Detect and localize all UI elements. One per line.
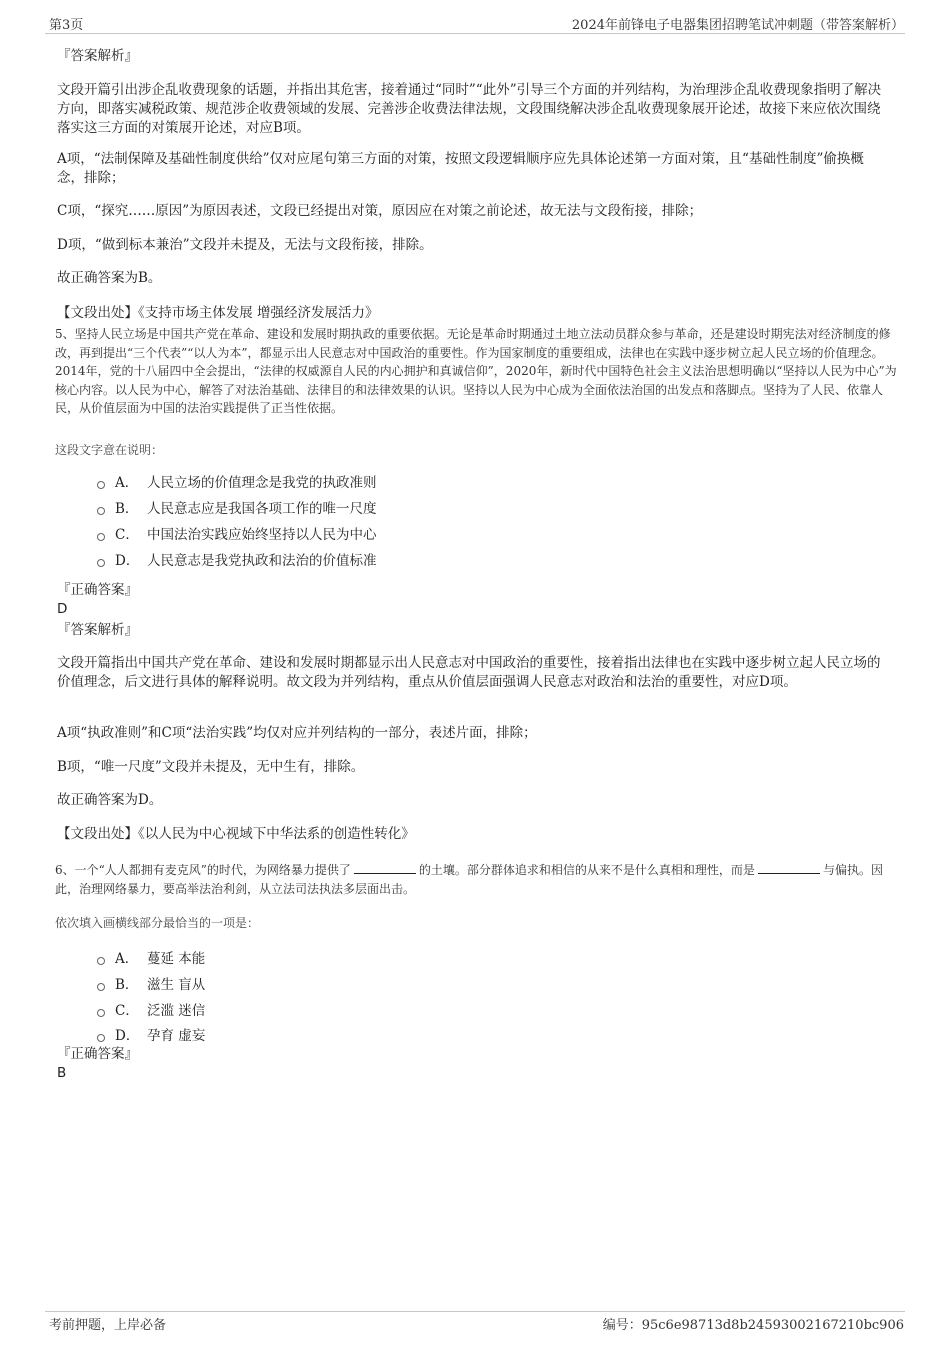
document-title: 2024年前锋电子电器集团招聘笔试冲刺题（带答案解析）: [571, 18, 904, 33]
question-stem: [55, 861, 897, 898]
analysis-label: 『答案解析』: [57, 622, 138, 638]
radio-button[interactable]: [97, 533, 105, 541]
analysis-conclusion: 故正确答案为D。: [57, 792, 163, 808]
answer-label: 『正确答案』: [57, 582, 138, 598]
option-text: 人民意志是我党执政和法治的价值标准: [147, 553, 377, 569]
analysis-conclusion: 故正确答案为B。: [57, 270, 162, 286]
option-b[interactable]: [97, 500, 377, 518]
analysis-paragraph: 文段开篇指出中国共产党在革命、建设和发展时期都显示出人民意志对中国政治的重要性，接着指出法律也在实践中逐步树立起人民立场的价值理念，后文进行具体的解释说明。故文段为并列结构，重点从价值层面强调人民意志对政治和法治的重要性，对应D项。: [57, 655, 881, 690]
option-text: 中国法治实践应始终坚持以人民为中心: [147, 527, 377, 543]
option-b[interactable]: [97, 976, 205, 994]
option-a[interactable]: [97, 950, 205, 968]
passage-source: 【文段出处】《支持市场主体发展 增强经济发展活力》: [57, 305, 379, 321]
radio-button[interactable]: [97, 1034, 105, 1042]
footer-slogan: 考前押题，上岸必备: [49, 1318, 167, 1333]
option-c[interactable]: [97, 526, 377, 544]
option-letter: A．: [115, 951, 139, 967]
question-prompt: 依次填入画横线部分最恰当的一项是：: [55, 916, 260, 930]
passage-source: 【文段出处】《以人民为中心视域下中华法系的创造性转化》: [57, 826, 415, 842]
option-letter: C．: [115, 1003, 139, 1019]
radio-button[interactable]: [97, 1009, 105, 1017]
page-number: 第3页: [49, 18, 84, 33]
question-prompt: 这段文字意在说明：: [55, 443, 164, 457]
radio-button[interactable]: [97, 957, 105, 965]
option-letter: C．: [115, 527, 139, 543]
radio-button[interactable]: [97, 983, 105, 991]
correct-answer: B: [57, 1065, 67, 1081]
option-text: 人民意志应是我国各项工作的唯一尺度: [147, 501, 377, 517]
analysis-label: 『答案解析』: [57, 48, 138, 64]
radio-button[interactable]: [97, 507, 105, 515]
option-d[interactable]: [97, 1027, 205, 1045]
fill-blank: [758, 861, 820, 874]
option-d[interactable]: [97, 552, 377, 570]
correct-answer: D: [57, 601, 68, 617]
option-text: 孕育 虚妄: [147, 1028, 206, 1044]
stem-text: 的土壤。部分群体追求和相信的从来不是什么真相和理性，而是: [418, 863, 755, 877]
stem-text: 与偏执。因此，治理网络暴力，要高举法治利剑，从立法司法执法多层面出击。: [55, 863, 883, 896]
analysis-paragraph: D项，“做到标本兼治”文段并未提及，无法与文段衔接，排除。: [57, 237, 433, 253]
option-c[interactable]: [97, 1002, 205, 1020]
answer-label: 『正确答案』: [57, 1046, 138, 1062]
document-id: 编号：95c6e98713d8b24593002167210bc906: [602, 1318, 904, 1333]
option-text: 滋生 盲从: [147, 977, 206, 993]
fill-blank: [354, 861, 416, 874]
header-divider: [45, 33, 905, 34]
radio-button[interactable]: [97, 559, 105, 567]
option-text: 蔓延 本能: [147, 951, 206, 967]
option-letter: A．: [115, 475, 139, 491]
question-stem: 5、坚持人民立场是中国共产党在革命、建设和发展时期执政的重要依据。无论是革命时期通过土地立法动员群众参与革命，还是建设时期宪法对经济制度的修改，再到提出“三个代表”“以人为本”，都显示出人民意志对中国政治的重要性。作为国家制度的重要组成，法律也在实践中逐步树立起人民立场的价值理念。2014年，党的十八届四中全会提出，“法律的权威源自人民的内心拥护和真诚信仰”，2020年，新时代中国特色社会主义法治思想明确以“坚持以人民为中心”为核心内容。以人民为中心，解答了对法治基础、法律目的和法律效果的认识。坚持以人民为中心成为全面依法治国的出发点和落脚点。坚持为了人民、依靠人民，从价值层面为中国的法治实践提供了正当性依据。: [55, 327, 897, 415]
option-letter: D．: [115, 553, 140, 569]
footer-divider: [45, 1311, 905, 1312]
analysis-paragraph: C项，“探究……原因”为原因表述，文段已经提出对策，原因应在对策之前论述，故无法与文段衔接，排除；: [57, 203, 703, 219]
option-text: 泛滥 迷信: [147, 1003, 206, 1019]
option-a[interactable]: [97, 474, 377, 492]
option-letter: B．: [115, 977, 139, 993]
analysis-paragraph: A项“执政准则”和C项“法治实践”均仅对应并列结构的一部分，表述片面，排除；: [57, 725, 537, 741]
option-letter: D．: [115, 1028, 140, 1044]
analysis-paragraph: A项，“法制保障及基础性制度供给”仅对应尾句第三方面的对策，按照文段逻辑顺序应先具体论述第一方面对策，且“基础性制度”偷换概念，排除；: [57, 151, 864, 186]
analysis-paragraph: 文段开篇引出涉企乱收费现象的话题，并指出其危害，接着通过“同时”“此外”引导三个方面的并列结构，为治理涉企乱收费现象指明了解决方向，即落实减税政策、规范涉企收费领域的发展、完善涉企收费法律法规，文段围绕解决涉企乱收费现象展开论述，故接下来应依次围绕落实这三方面的对策展开论述，对应B项。: [57, 82, 882, 136]
stem-text: 6、一个“人人都拥有麦克风”的时代，为网络暴力提供了: [55, 863, 351, 877]
analysis-paragraph: B项，“唯一尺度”文段并未提及，无中生有，排除。: [57, 759, 365, 775]
radio-button[interactable]: [97, 481, 105, 489]
option-letter: B．: [115, 501, 139, 517]
option-text: 人民立场的价值理念是我党的执政准则: [147, 475, 377, 491]
